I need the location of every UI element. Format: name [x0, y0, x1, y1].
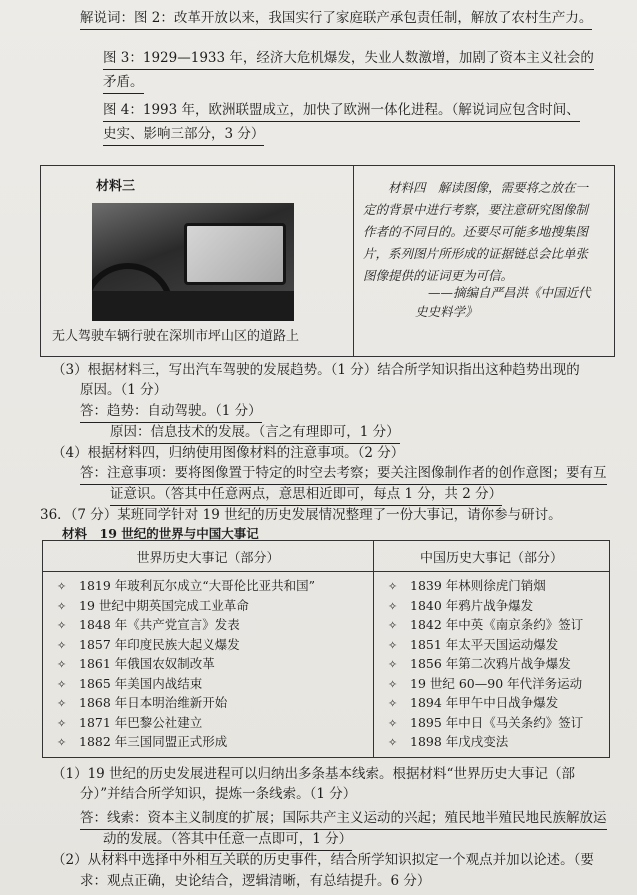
- material4-line-2: 定的背景中进行考察，要注意研究图像制: [363, 202, 589, 217]
- china-event: ✧ 1895 年中日《马关条约》签订: [374, 713, 609, 733]
- events-table: [42, 540, 610, 758]
- materials-divider: [353, 165, 354, 357]
- material4-line-4: 片，系列图片所形成的证据链总会比单张: [363, 246, 589, 261]
- material4-line-5: 图像提供的证词更为可信。: [363, 268, 514, 283]
- china-event: ✧ 1840 年鸦片战争爆发: [374, 596, 609, 616]
- explanation-line-3: 矛盾。: [103, 72, 144, 94]
- diamond-bullet-icon: ✧: [57, 619, 67, 632]
- explanation-line-2: 图 3：1929—1933 年，经济大危机爆发，失业人数激增，加剧了资本主义社会的: [103, 48, 594, 70]
- q4-line: （4）根据材料四，归纳使用图像材料的注意事项。（2 分）: [52, 445, 405, 461]
- autonomous-car-photo: [92, 203, 294, 321]
- china-event: ✧ 1842 年中英《南京条约》签订: [374, 615, 609, 635]
- world-event: ✧ 1848 年《共产党宣言》发表: [43, 615, 373, 635]
- diamond-bullet-icon: ✧: [388, 716, 398, 730]
- q36-sub1-line-1: （1）19 世纪的历史发展进程可以归纳出多条基本线索。根据材料“世界历史大事记（部: [52, 766, 575, 782]
- dashboard-shape: [92, 291, 294, 321]
- diamond-bullet-icon: ✧: [57, 599, 67, 613]
- material3-caption: 无人驾驶车辆行驶在深圳市坪山区的道路上: [52, 329, 300, 344]
- diamond-bullet-icon: ✧: [57, 580, 67, 593]
- dashboard-screen-shape: [184, 223, 286, 285]
- q4-answer-1: 答：注意事项：要将图像置于特定的时空去考察；要关注图像制作者的创作意图；要有互: [80, 463, 607, 485]
- china-events-cell: [374, 572, 610, 758]
- material4-line-3: 作者的不同目的。还要尽可能多地搜集图: [363, 224, 589, 239]
- q36-header: 36．（7 分）某班同学针对 19 世纪的历史发展情况整理了一份大事记，请你参与研讨。: [40, 507, 562, 523]
- world-event: ✧ 1865 年美国内战结束: [43, 674, 373, 694]
- diamond-bullet-icon: ✧: [57, 677, 67, 691]
- explanation-line-5: 史实、影响三部分，3 分）: [103, 124, 264, 146]
- world-event: ✧ 19 世纪中期英国完成工业革命: [43, 596, 373, 616]
- q3-line-2: 原因。（1 分）: [80, 382, 168, 398]
- world-column-title: 世界历史大事记（部分）: [43, 541, 374, 572]
- q36-sub1-line-2: 分）”并结合所学知识，提炼一条线索。（1 分）: [80, 786, 357, 802]
- diamond-bullet-icon: ✧: [57, 697, 67, 710]
- china-event: ✧ 1894 年甲午中日战争爆发: [374, 693, 609, 713]
- china-column-title: 中国历史大事记（部分）: [374, 541, 610, 572]
- q3-answer-2: 原因：信息技术的发展。（言之有理即可，1 分）: [110, 422, 400, 444]
- diamond-bullet-icon: ✧: [388, 599, 398, 613]
- diamond-bullet-icon: ✧: [57, 658, 67, 671]
- world-event: ✧ 1868 年日本明治维新开始: [43, 693, 373, 713]
- material4-line-1: 材料四 解读图像，需要将之放在一: [388, 180, 589, 195]
- explanation-line-1: 解说词：图 2：改革开放以来，我国实行了家庭联产承包责任制，解放了农村生产力。: [80, 8, 592, 30]
- china-event: ✧ 1851 年太平天国运动爆发: [374, 635, 609, 655]
- q36-sub1-answer-1: 答：线索：资本主义制度的扩展；国际共产主义运动的兴起；殖民地半殖民地民族解放运: [80, 808, 607, 830]
- q3-answer-1: 答：趋势：自动驾驶。（1 分）: [80, 401, 262, 423]
- diamond-bullet-icon: ✧: [57, 716, 67, 730]
- world-event: ✧ 1882 年三国同盟正式形成: [43, 732, 373, 752]
- diamond-bullet-icon: ✧: [388, 677, 398, 691]
- diamond-bullet-icon: ✧: [388, 697, 398, 710]
- q36-sub2-line-2: 求：观点正确，史论结合，逻辑清晰，有总结提升。6 分）: [80, 873, 431, 889]
- diamond-bullet-icon: ✧: [388, 619, 398, 632]
- diamond-bullet-icon: ✧: [57, 638, 67, 652]
- q3-line-1: （3）根据材料三，写出汽车驾驶的发展趋势。（1 分）结合所学知识指出这种趋势出现的: [52, 362, 580, 378]
- diamond-bullet-icon: ✧: [388, 580, 398, 593]
- q36-sub1-answer-2: 动的发展。（答其中任意一点即可，1 分）: [103, 829, 352, 851]
- world-event: ✧ 1819 年玻利瓦尔成立“大哥伦比亚共和国”: [43, 576, 373, 596]
- material3-title: 材料三: [96, 179, 136, 194]
- diamond-bullet-icon: ✧: [57, 736, 67, 749]
- diamond-bullet-icon: ✧: [388, 658, 398, 671]
- q36-material-title: 材料 19 世纪的世界与中国大事记: [62, 526, 259, 541]
- diamond-bullet-icon: ✧: [388, 638, 398, 652]
- explanation-line-4: 图 4：1993 年，欧洲联盟成立，加快了欧洲一体化进程。（解说词应包含时间、: [103, 100, 580, 122]
- q4-answer-2: 证意识。（答其中任意两点，意思相近即可，每点 1 分，共 2 分）: [110, 484, 502, 506]
- china-event: ✧ 1839 年林则徐虎门销烟: [374, 576, 609, 596]
- world-events-cell: [43, 572, 374, 758]
- world-event: ✧ 1861 年俄国农奴制改革: [43, 654, 373, 674]
- china-event: ✧ 1898 年戊戌变法: [374, 732, 609, 752]
- material4-source-1: ——摘编自严昌洪《中国近代: [428, 285, 591, 300]
- material4-source-2: 史史料学》: [415, 304, 478, 319]
- world-event: ✧ 1857 年印度民族大起义爆发: [43, 635, 373, 655]
- world-event: ✧ 1871 年巴黎公社建立: [43, 713, 373, 733]
- china-event: ✧ 1856 年第二次鸦片战争爆发: [374, 654, 609, 674]
- diamond-bullet-icon: ✧: [388, 736, 398, 749]
- q36-sub2-line-1: （2）从材料中选择中外相互关联的历史事件，结合所学知识拟定一个观点并加以论述。（要: [52, 852, 594, 868]
- china-event: ✧ 19 世纪 60—90 年代洋务运动: [374, 674, 609, 694]
